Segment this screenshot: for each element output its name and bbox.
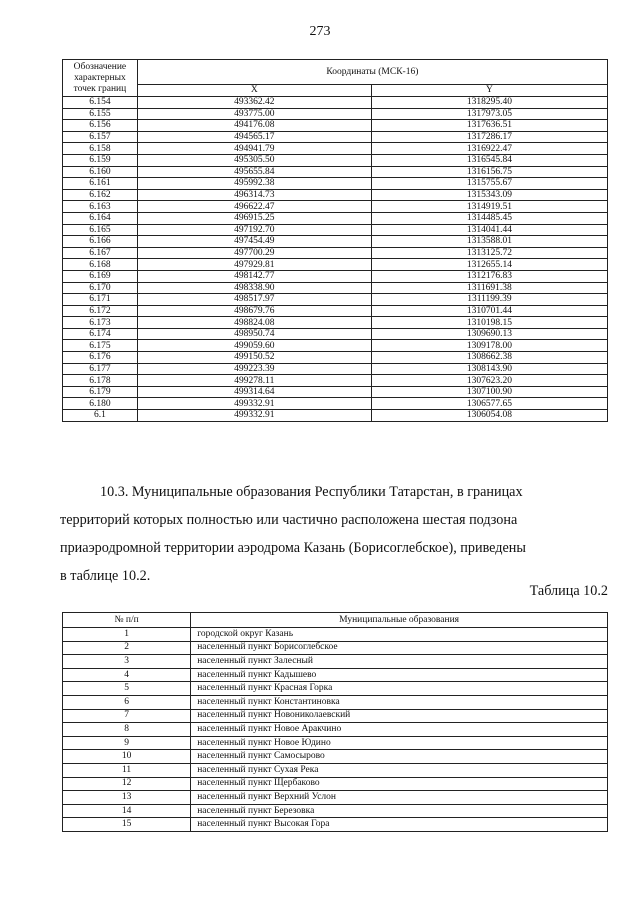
x-cell: 497700.29 [137, 247, 371, 259]
y-cell: 1308662.38 [371, 352, 607, 364]
num-cell: 15 [63, 818, 191, 832]
coords-header: Координаты (МСК-16) [137, 60, 607, 85]
y-cell: 1315755.67 [371, 178, 607, 190]
y-cell: 1314041.44 [371, 224, 607, 236]
table-row [63, 328, 608, 340]
num-cell: 7 [63, 709, 191, 723]
point-cell: 6.165 [63, 224, 138, 236]
table-row [63, 363, 608, 375]
table-row [63, 723, 608, 737]
name-cell: населенный пункт Высокая Гора [191, 818, 608, 832]
table-row [63, 259, 608, 271]
table-row [63, 375, 608, 387]
point-cell: 6.163 [63, 201, 138, 213]
num-cell: 10 [63, 750, 191, 764]
y-cell: 1316545.84 [371, 154, 607, 166]
x-cell: 495655.84 [137, 166, 371, 178]
num-cell: 1 [63, 628, 191, 642]
x-cell: 496622.47 [137, 201, 371, 213]
y-cell: 1317636.51 [371, 120, 607, 132]
name-cell: населенный пункт Борисоглебское [191, 641, 608, 655]
y-cell: 1310701.44 [371, 305, 607, 317]
num-cell: 3 [63, 655, 191, 669]
point-cell: 6.156 [63, 120, 138, 132]
y-cell: 1306054.08 [371, 410, 607, 422]
table-row [63, 804, 608, 818]
y-cell: 1308143.90 [371, 363, 607, 375]
table-row [63, 682, 608, 696]
x-cell: 494176.08 [137, 120, 371, 132]
table-row [63, 236, 608, 248]
x-cell: 499223.39 [137, 363, 371, 375]
point-cell: 6.173 [63, 317, 138, 329]
table-row [63, 305, 608, 317]
point-cell: 6.172 [63, 305, 138, 317]
table-row [63, 247, 608, 259]
name-cell: населенный пункт Новое Аракчино [191, 723, 608, 737]
x-cell: 493775.00 [137, 108, 371, 120]
y-cell: 1315343.09 [371, 189, 607, 201]
name-cell: населенный пункт Новое Юдино [191, 736, 608, 750]
table-row [63, 398, 608, 410]
point-cell: 6.155 [63, 108, 138, 120]
table-row [63, 791, 608, 805]
x-cell: 499332.91 [137, 410, 371, 422]
y-cell: 1314919.51 [371, 201, 607, 213]
point-cell: 6.177 [63, 363, 138, 375]
x-cell: 495992.38 [137, 178, 371, 190]
y-cell: 1309690.13 [371, 328, 607, 340]
page-number: 273 [309, 24, 331, 39]
paragraph [60, 478, 608, 590]
name-cell: населенный пункт Березовка [191, 804, 608, 818]
y-cell: 1317286.17 [371, 131, 607, 143]
point-cell: 6.1 [63, 410, 138, 422]
table-row [63, 386, 608, 398]
x-cell: 498338.90 [137, 282, 371, 294]
x-cell: 498142.77 [137, 270, 371, 282]
table-row [63, 763, 608, 777]
point-cell: 6.154 [63, 97, 138, 109]
name-cell: населенный пункт Кадышево [191, 668, 608, 682]
x-cell: 499314.64 [137, 386, 371, 398]
paragraph-line [60, 478, 608, 506]
num-header: № п/п [63, 613, 191, 628]
x-cell: 498824.08 [137, 317, 371, 329]
x-header: X [137, 85, 371, 97]
num-cell: 12 [63, 777, 191, 791]
y-cell: 1311199.39 [371, 294, 607, 306]
table-row [63, 818, 608, 832]
y-header: Y [371, 85, 607, 97]
table-row [63, 750, 608, 764]
num-cell: 5 [63, 682, 191, 696]
municipalities-table [62, 612, 608, 832]
y-cell: 1314485.45 [371, 212, 607, 224]
paragraph-line: территорий которых полностью или частично расположена шестая подзона [60, 512, 518, 528]
table-row [63, 736, 608, 750]
table-row [63, 143, 608, 155]
table-row [63, 270, 608, 282]
num-cell: 11 [63, 763, 191, 777]
table-row [63, 212, 608, 224]
paragraph-line: приаэродромной территории аэродрома Казань (Борисоглебское), приведены [60, 540, 526, 556]
point-cell: 6.159 [63, 154, 138, 166]
table-row [63, 655, 608, 669]
table-row [63, 224, 608, 236]
name-cell: населенный пункт Верхний Услон [191, 791, 608, 805]
x-cell: 496314.73 [137, 189, 371, 201]
table-row [63, 166, 608, 178]
table-row [63, 777, 608, 791]
y-cell: 1310198.15 [371, 317, 607, 329]
y-cell: 1316156.75 [371, 166, 607, 178]
point-cell: 6.158 [63, 143, 138, 155]
x-cell: 498950.74 [137, 328, 371, 340]
x-cell: 496915.25 [137, 212, 371, 224]
x-cell: 498517.97 [137, 294, 371, 306]
y-cell: 1316922.47 [371, 143, 607, 155]
point-cell: 6.176 [63, 352, 138, 364]
table-row [63, 108, 608, 120]
x-cell: 495305.50 [137, 154, 371, 166]
num-cell: 4 [63, 668, 191, 682]
point-cell: 6.161 [63, 178, 138, 190]
table-row [63, 340, 608, 352]
y-cell: 1311691.38 [371, 282, 607, 294]
num-cell: 14 [63, 804, 191, 818]
name-cell: населенный пункт Константиновка [191, 695, 608, 709]
point-cell: 6.164 [63, 212, 138, 224]
point-header: Обозначение характерных точек границ [63, 60, 138, 97]
table-row [63, 201, 608, 213]
table-row [63, 352, 608, 364]
table-row [63, 668, 608, 682]
num-cell: 6 [63, 695, 191, 709]
y-cell: 1318295.40 [371, 97, 607, 109]
y-cell: 1313125.72 [371, 247, 607, 259]
y-cell: 1306577.65 [371, 398, 607, 410]
table-caption: Таблица 10.2 [529, 583, 608, 599]
num-cell: 2 [63, 641, 191, 655]
point-cell: 6.167 [63, 247, 138, 259]
y-cell: 1309178.00 [371, 340, 607, 352]
name-cell: населенный пункт Залесный [191, 655, 608, 669]
x-cell: 499150.52 [137, 352, 371, 364]
point-cell: 6.169 [63, 270, 138, 282]
table-row [63, 178, 608, 190]
x-cell: 499332.91 [137, 398, 371, 410]
paragraph-line-1: 10.3. Муниципальные образования Республики Татарстан, в границах [100, 484, 523, 500]
point-cell: 6.157 [63, 131, 138, 143]
table-row [63, 641, 608, 655]
table-row [63, 317, 608, 329]
num-cell: 9 [63, 736, 191, 750]
table-row [63, 97, 608, 109]
coordinates-table [62, 59, 608, 422]
x-cell: 499059.60 [137, 340, 371, 352]
x-cell: 499278.11 [137, 375, 371, 387]
table-row [63, 282, 608, 294]
x-cell: 497929.81 [137, 259, 371, 271]
point-cell: 6.178 [63, 375, 138, 387]
table-row [63, 410, 608, 422]
name-cell: населенный пункт Сухая Река [191, 763, 608, 777]
table-row [63, 154, 608, 166]
y-cell: 1307623.20 [371, 375, 607, 387]
name-cell: городской округ Казань [191, 628, 608, 642]
y-cell: 1312655.14 [371, 259, 607, 271]
table-row [63, 120, 608, 132]
table-row [63, 628, 608, 642]
x-cell: 494565.17 [137, 131, 371, 143]
x-cell: 493362.42 [137, 97, 371, 109]
point-cell: 6.175 [63, 340, 138, 352]
table-row [63, 131, 608, 143]
table-row [63, 189, 608, 201]
x-cell: 498679.76 [137, 305, 371, 317]
point-cell: 6.168 [63, 259, 138, 271]
name-cell: населенный пункт Красная Горка [191, 682, 608, 696]
table-row [63, 695, 608, 709]
point-cell: 6.174 [63, 328, 138, 340]
y-cell: 1312176.83 [371, 270, 607, 282]
table-row [63, 294, 608, 306]
name-cell: населенный пункт Самосырово [191, 750, 608, 764]
point-cell: 6.180 [63, 398, 138, 410]
y-cell: 1307100.90 [371, 386, 607, 398]
name-header: Муниципальные образования [191, 613, 608, 628]
x-cell: 497192.70 [137, 224, 371, 236]
num-cell: 8 [63, 723, 191, 737]
x-cell: 494941.79 [137, 143, 371, 155]
point-cell: 6.170 [63, 282, 138, 294]
name-cell: населенный пункт Щербаково [191, 777, 608, 791]
name-cell: населенный пункт Новониколаевский [191, 709, 608, 723]
y-cell: 1313588.01 [371, 236, 607, 248]
point-cell: 6.162 [63, 189, 138, 201]
y-cell: 1317973.05 [371, 108, 607, 120]
point-cell: 6.160 [63, 166, 138, 178]
x-cell: 497454.49 [137, 236, 371, 248]
table-row [63, 709, 608, 723]
point-cell: 6.179 [63, 386, 138, 398]
paragraph-line: в таблице 10.2. [60, 568, 151, 584]
num-cell: 13 [63, 791, 191, 805]
point-cell: 6.166 [63, 236, 138, 248]
point-cell: 6.171 [63, 294, 138, 306]
